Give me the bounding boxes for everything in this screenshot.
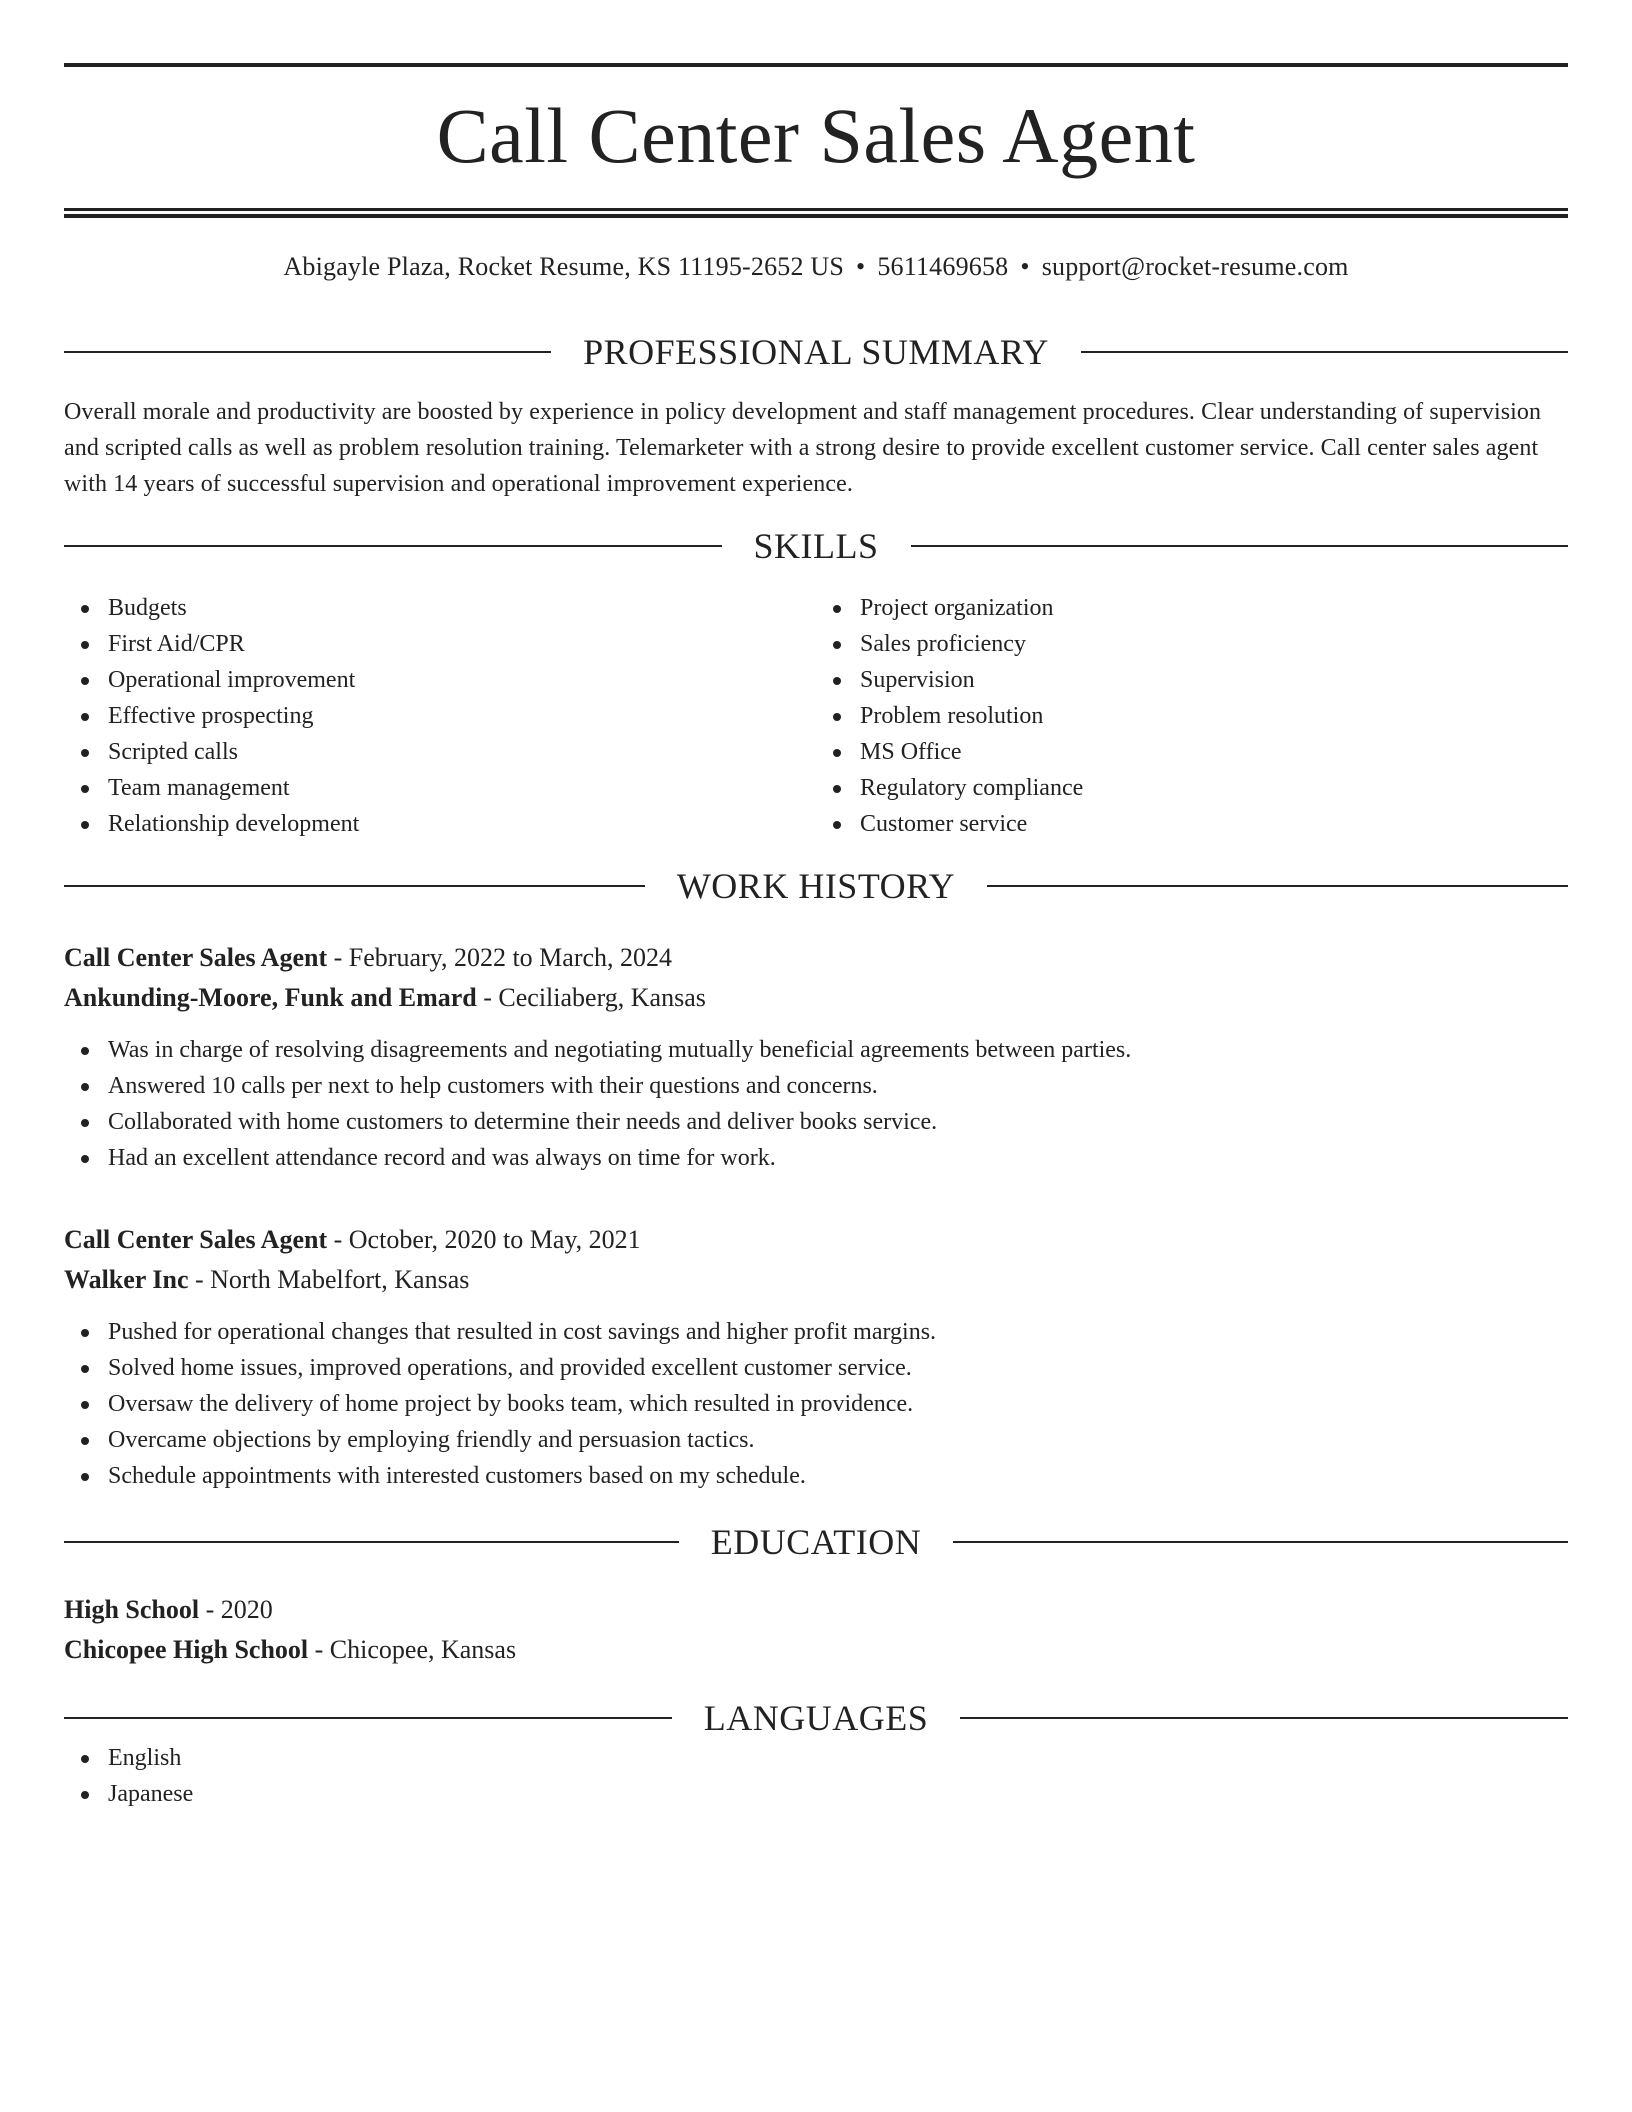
job-company: Walker Inc: [64, 1265, 189, 1294]
job-company-line: [64, 978, 1568, 1018]
double-rule: [64, 208, 1568, 218]
job-duty: Collaborated with home customers to determine their needs and deliver books service.: [108, 1104, 1568, 1140]
skill-item: Sales proficiency: [860, 626, 1568, 662]
skill-item: Problem resolution: [860, 698, 1568, 734]
skill-item: Scripted calls: [108, 734, 816, 770]
job-title: Call Center Sales Agent: [64, 943, 328, 972]
education-degree: High School: [64, 1595, 200, 1624]
skill-item: First Aid/CPR: [108, 626, 816, 662]
heading-rule: [64, 545, 722, 547]
job-duty: Answered 10 calls per next to help customers with their questions and concerns.: [108, 1068, 1568, 1104]
section-title: SKILLS: [753, 526, 879, 566]
section-heading-summary: [64, 330, 1568, 374]
heading-rule: [64, 351, 551, 353]
section-title: EDUCATION: [710, 1522, 922, 1562]
job-duty: Oversaw the delivery of home project by books team, which resulted in providence.: [108, 1386, 1568, 1422]
heading-rule: [953, 1541, 1568, 1543]
job-duty: Pushed for operational changes that resulted in cost savings and higher profit margins.: [108, 1314, 1568, 1350]
job-duty: Was in charge of resolving disagreements and negotiating mutually beneficial agreements between parties.: [108, 1032, 1568, 1068]
skills-columns: [64, 590, 1568, 842]
education-school-line: [64, 1630, 1568, 1670]
section-heading-languages: [64, 1696, 1568, 1740]
skill-item: Effective prospecting: [108, 698, 816, 734]
section-title: LANGUAGES: [703, 1698, 929, 1738]
skills-list-right: [816, 590, 1568, 842]
skills-list-left: [64, 590, 816, 842]
heading-rule: [64, 885, 645, 887]
skill-item: Regulatory compliance: [860, 770, 1568, 806]
job-duties: [64, 1314, 1568, 1494]
languages-list: [64, 1740, 1568, 1812]
section-title: WORK HISTORY: [676, 866, 956, 906]
skill-item: Customer service: [860, 806, 1568, 842]
skill-item: Team management: [108, 770, 816, 806]
heading-rule: [64, 1717, 672, 1719]
job-title-line: [64, 938, 1568, 978]
skill-item: Project organization: [860, 590, 1568, 626]
skill-item: Relationship development: [108, 806, 816, 842]
contact-line: [64, 250, 1568, 284]
skill-item: Operational improvement: [108, 662, 816, 698]
job-duty: Overcame objections by employing friendly and persuasion tactics.: [108, 1422, 1568, 1458]
job-duty: Had an excellent attendance record and was always on time for work.: [108, 1140, 1568, 1176]
job-title-line: [64, 1220, 1568, 1260]
job-entry: [64, 1220, 1568, 1494]
heading-rule: [1081, 351, 1568, 353]
resume-title: Call Center Sales Agent: [436, 92, 1196, 179]
job-duties: [64, 1032, 1568, 1176]
skill-item: MS Office: [860, 734, 1568, 770]
education-school: Chicopee High School: [64, 1635, 309, 1664]
job-duty: Solved home issues, improved operations, and provided excellent customer service.: [108, 1350, 1568, 1386]
section-title: PROFESSIONAL SUMMARY: [583, 332, 1049, 372]
job-title: Call Center Sales Agent: [64, 1225, 328, 1254]
contact-separator: •: [856, 252, 866, 281]
resume-page: [64, 0, 1568, 1812]
education-year: - 2020: [199, 1595, 273, 1624]
contact-email: support@rocket-resume.com: [1041, 252, 1349, 281]
job-company: Ankunding-Moore, Funk and Emard: [64, 983, 477, 1012]
section-heading-education: [64, 1520, 1568, 1564]
top-rule: [64, 63, 1568, 67]
job-dates: - October, 2020 to May, 2021: [327, 1225, 641, 1254]
contact-separator: •: [1020, 252, 1030, 281]
skill-item: Supervision: [860, 662, 1568, 698]
language-item: English: [108, 1740, 1568, 1776]
heading-rule: [911, 545, 1569, 547]
heading-rule: [64, 1541, 679, 1543]
job-location: - Ceciliaberg, Kansas: [476, 983, 706, 1012]
heading-rule: [987, 885, 1568, 887]
skill-item: Budgets: [108, 590, 816, 626]
education-degree-line: [64, 1590, 1568, 1630]
job-location: - North Mabelfort, Kansas: [188, 1265, 470, 1294]
education-entry: [64, 1590, 1568, 1670]
job-duty: Schedule appointments with interested customers based on my schedule.: [108, 1458, 1568, 1494]
section-heading-work: [64, 864, 1568, 908]
section-heading-skills: [64, 524, 1568, 568]
job-company-line: [64, 1260, 1568, 1300]
job-entry: [64, 938, 1568, 1176]
language-item: Japanese: [108, 1776, 1568, 1812]
contact-phone: 5611469658: [877, 252, 1009, 281]
summary-text: Overall morale and productivity are boosted by experience in policy development and staff management procedures. Clear understanding of supervision and scripted calls as well as problem resolution training. Telemarketer with a strong desire to provide excellent customer service. Call center sales agent with 14 years of successful supervision and operational improvement experience.: [64, 399, 1542, 497]
contact-address: Abigayle Plaza, Rocket Resume, KS 11195-2652 US: [283, 252, 845, 281]
education-location: - Chicopee, Kansas: [308, 1635, 517, 1664]
heading-rule: [960, 1717, 1568, 1719]
job-dates: - February, 2022 to March, 2024: [327, 943, 673, 972]
